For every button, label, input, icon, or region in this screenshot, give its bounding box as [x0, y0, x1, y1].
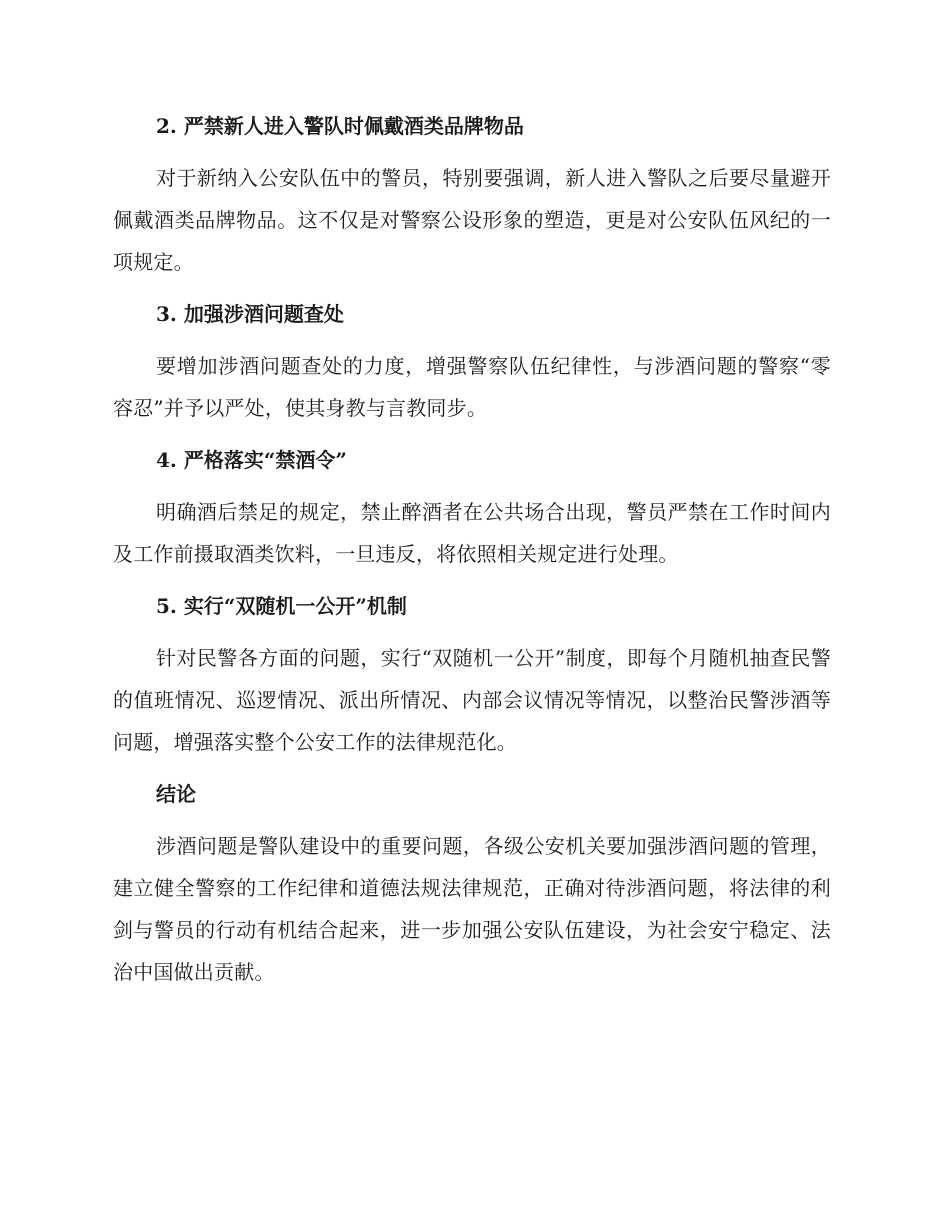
section-strengthen-investigation — [113, 296, 831, 429]
section-heading: 4. 严格落实“禁酒令” — [156, 448, 347, 472]
section-heading: 结论 — [156, 782, 196, 806]
section-paragraph: 明确酒后禁足的规定，禁止醉酒者在公共场合出现，警员严禁在工作时间内及工作前摄取酒类饮料，一旦违反，将依照相关规定进行处理。 — [113, 500, 831, 566]
section-heading: 2. 严禁新人进入警队时佩戴酒类品牌物品 — [156, 114, 524, 138]
section-paragraph: 涉酒问题是警队建设中的重要问题，各级公安机关要加强涉酒问题的管理，建立健全警察的工作纪律和道德法规法律规范，正确对待涉酒问题，将法律的利剑与警员的行动有机结合起来，进一步加强公安队伍建设，为社会安宁稳定、法治中国做出贡献。 — [113, 834, 831, 984]
section-ban-brand-items — [113, 108, 831, 283]
section-paragraph: 对于新纳入公安队伍中的警员，特别要强调，新人进入警队之后要尽量避开佩戴酒类品牌物品。这不仅是对警察公设形象的塑造，更是对公安队伍风纪的一项规定。 — [113, 166, 831, 274]
document-page — [113, 108, 831, 1006]
section-paragraph: 针对民警各方面的问题，实行“双随机一公开”制度，即每个月随机抽查民警的值班情况、巡逻情况、派出所情况、内部会议情况等情况，以整治民警涉酒等问题，增强落实整个公安工作的法律规范化。 — [113, 646, 831, 754]
section-heading: 3. 加强涉酒问题查处 — [156, 302, 344, 326]
section-alcohol-ban — [113, 442, 831, 575]
section-paragraph: 要增加涉酒问题查处的力度，增强警察队伍纪律性，与涉酒问题的警察“零容忍”并予以严处，使其身教与言教同步。 — [113, 354, 831, 420]
section-double-random — [113, 588, 831, 763]
section-conclusion — [113, 776, 831, 993]
section-heading: 5. 实行“双随机一公开”机制 — [156, 594, 407, 618]
